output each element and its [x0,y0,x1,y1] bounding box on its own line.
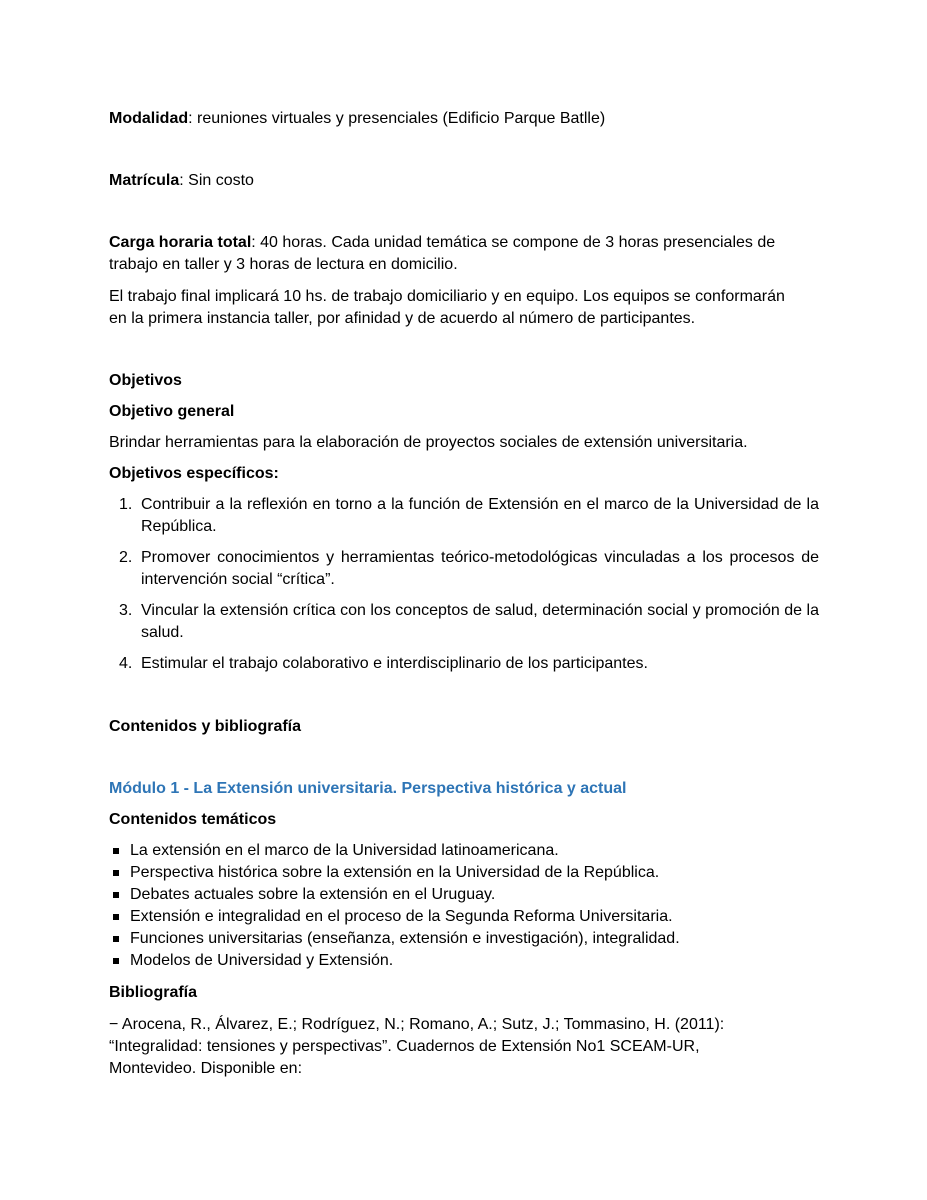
carga-line-2: trabajo en taller y 3 horas de lectura en domicilio. [109,256,458,273]
objetivo-number: 1. [119,496,133,513]
bibliografia-line-2: “Integralidad: tensiones y perspectivas”. Cuadernos de Extensión No1 SCEAM-UR, [109,1038,700,1055]
matricula-line [109,170,254,192]
square-bullet-icon [113,936,119,942]
topic-text: Extensión e integralidad en el proceso de la Segunda Reforma Universitaria. [130,908,673,925]
objetivo-number: 3. [119,602,133,619]
objetivo-general-text: Brindar herramientas para la elaboración de proyectos sociales de extensión universitaria. [109,434,748,451]
objetivo-text: Estimular el trabajo colaborativo e interdisciplinario de los participantes. [141,655,648,672]
objetivo-general-heading: Objetivo general [109,403,235,420]
bibliografia-line-1: − Arocena, R., Álvarez, E.; Rodríguez, N.; Romano, A.; Sutz, J.; Tommasino, H. (2011): [109,1016,725,1033]
modulo-1-title: Módulo 1 - La Extensión universitaria. Perspectiva histórica y actual [109,780,627,797]
topic-text: Funciones universitarias (enseñanza, extensión e investigación), integralidad. [130,930,680,947]
objetivos-heading: Objetivos [109,372,182,389]
topic-text: Debates actuales sobre la extensión en el Uruguay. [130,886,496,903]
trabajo-final-line-2: en la primera instancia taller, por afinidad y de acuerdo al número de participantes. [109,310,696,327]
modalidad-line [109,108,605,130]
square-bullet-icon [113,848,119,854]
carga-line1-text: : 40 horas. Cada unidad temática se compone de 3 horas presenciales de [251,234,776,251]
objetivo-number: 4. [119,655,133,672]
square-bullet-icon [113,958,119,964]
matricula-value: : Sin costo [179,172,254,189]
square-bullet-icon [113,914,119,920]
carga-label: Carga horaria total [109,234,252,251]
modalidad-label: Modalidad [109,110,189,127]
matricula-label: Matrícula [109,172,180,189]
objetivo-text: Vincular la extensión crítica con los conceptos de salud, determinación social y promoción de la salud. [141,602,819,641]
topic-text: Perspectiva histórica sobre la extensión en la Universidad de la República. [130,864,660,881]
topic-text: La extensión en el marco de la Universidad latinoamericana. [130,842,559,859]
modalidad-value: : reuniones virtuales y presenciales (Edificio Parque Batlle) [188,110,606,127]
bibliografia-line-3: Montevideo. Disponible en: [109,1060,303,1077]
bibliografia-heading: Bibliografía [109,984,198,1001]
square-bullet-icon [113,892,119,898]
topic-text: Modelos de Universidad y Extensión. [130,952,394,969]
trabajo-final-line-1: El trabajo final implicará 10 hs. de trabajo domiciliario y en equipo. Los equipos se conformarán [109,288,785,305]
objetivo-text: Contribuir a la reflexión en torno a la función de Extensión en el marco de la Universidad de la República. [141,496,819,535]
carga-line-1 [109,232,775,254]
objetivo-text: Promover conocimientos y herramientas teórico-metodológicas vinculadas a los procesos de intervención social “crítica”. [141,549,819,588]
contenidos-tematicos-heading: Contenidos temáticos [109,811,277,828]
objetivos-especificos-heading: Objetivos específicos: [109,465,279,482]
contenidos-heading: Contenidos y bibliografía [109,718,302,735]
square-bullet-icon [113,870,119,876]
objetivo-number: 2. [119,549,133,566]
